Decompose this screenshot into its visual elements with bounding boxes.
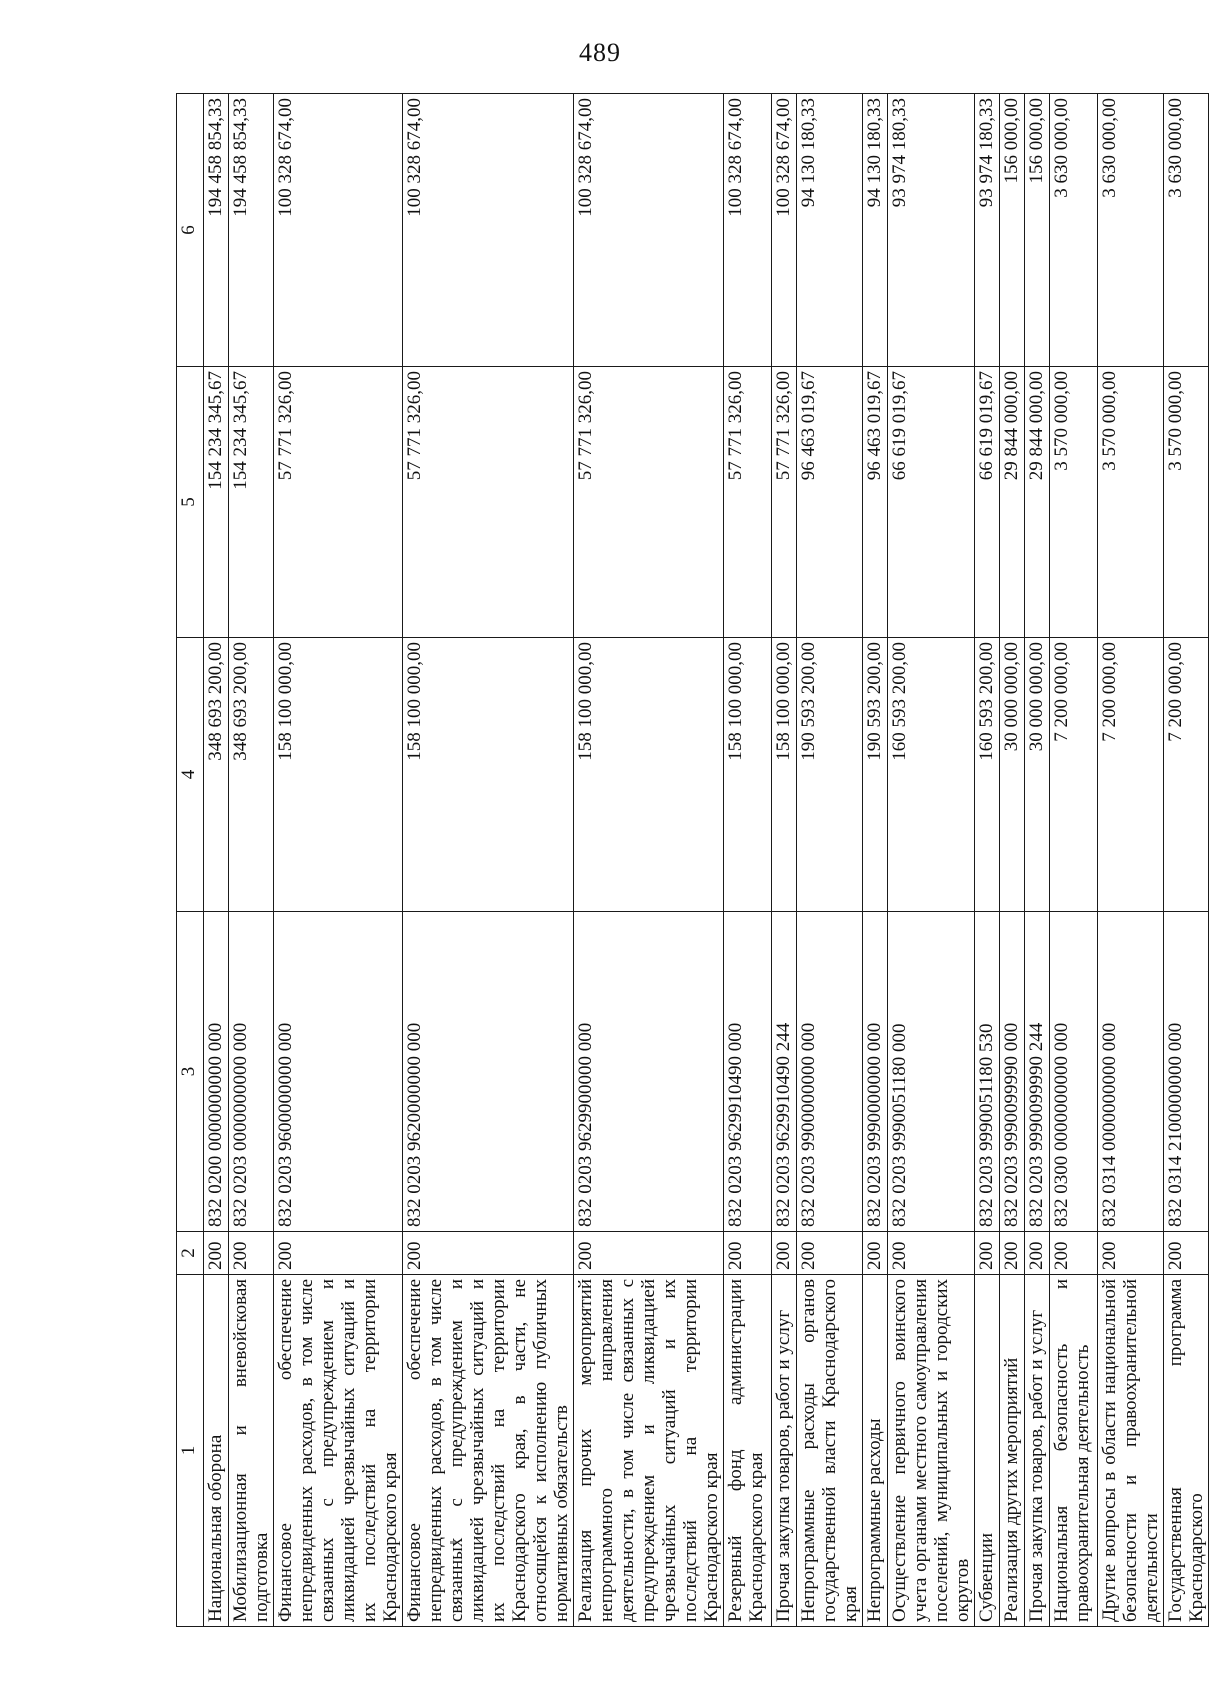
row-amount-cell: 3 570 000,00 xyxy=(1050,367,1098,638)
row-amount-cell: 190 593 200,00 xyxy=(797,638,863,912)
row-amount-cell: 190 593 200,00 xyxy=(863,638,888,912)
table-row xyxy=(724,94,772,1627)
row-amount-cell: 57 771 326,00 xyxy=(772,367,797,638)
row-code-cell: 200 xyxy=(772,1232,797,1275)
table-row xyxy=(1098,94,1164,1627)
row-amount-cell: 3 630 000,00 xyxy=(1050,94,1098,367)
row-classifier-cell: 832 0203 9990000000 000 xyxy=(863,912,888,1232)
row-amount-cell: 57 771 326,00 xyxy=(274,367,403,638)
row-amount-cell: 100 328 674,00 xyxy=(772,94,797,367)
row-code-cell: 200 xyxy=(724,1232,772,1275)
header-cell: 3 xyxy=(177,912,204,1232)
row-classifier-cell: 832 0300 0000000000 000 xyxy=(1050,912,1098,1232)
row-classifier-cell: 832 0314 0000000000 000 xyxy=(1098,912,1164,1232)
table-row xyxy=(797,94,863,1627)
row-amount-cell: 194 458 854,33 xyxy=(204,94,229,367)
table-row xyxy=(772,94,797,1627)
row-amount-cell: 7 200 000,00 xyxy=(1164,638,1209,912)
row-code-cell: 200 xyxy=(1164,1232,1209,1275)
header-cell: 6 xyxy=(177,94,204,367)
row-classifier-cell: 832 0203 9629900000 000 xyxy=(574,912,724,1232)
row-amount-cell: 154 234 345,67 xyxy=(204,367,229,638)
table-header-row xyxy=(177,94,204,1627)
row-amount-cell: 160 593 200,00 xyxy=(888,638,975,912)
header-cell: 5 xyxy=(177,367,204,638)
header-cell: 1 xyxy=(177,1275,204,1627)
table-row xyxy=(1000,94,1025,1627)
table-row xyxy=(204,94,229,1627)
row-amount-cell: 66 619 019,67 xyxy=(975,367,1000,638)
row-amount-cell: 30 000 000,00 xyxy=(1025,638,1050,912)
row-code-cell: 200 xyxy=(888,1232,975,1275)
row-amount-cell: 94 130 180,33 xyxy=(797,94,863,367)
row-classifier-cell: 832 0203 9990099990 000 xyxy=(1000,912,1025,1232)
table-row xyxy=(888,94,975,1627)
row-amount-cell: 194 458 854,33 xyxy=(229,94,274,367)
row-amount-cell: 94 130 180,33 xyxy=(863,94,888,367)
row-classifier-cell: 832 0203 0000000000 000 xyxy=(229,912,274,1232)
table-row xyxy=(229,94,274,1627)
row-amount-cell: 3 570 000,00 xyxy=(1098,367,1164,638)
row-amount-cell: 348 693 200,00 xyxy=(229,638,274,912)
row-name-cell: Резервный фонд администрации Краснодарского края xyxy=(724,1275,772,1627)
row-code-cell: 200 xyxy=(204,1232,229,1275)
row-name-cell: Непрограммные расходы xyxy=(863,1275,888,1627)
row-amount-cell: 93 974 180,33 xyxy=(975,94,1000,367)
row-amount-cell: 96 463 019,67 xyxy=(863,367,888,638)
row-classifier-cell: 832 0203 9629910490 000 xyxy=(724,912,772,1232)
row-name-cell: Финансовое обеспечение непредвиденных расходов, в том числе связанных с предупреждением и ликвидацией чрезвычайных ситуаций и их последствий на территории Краснодарского края xyxy=(274,1275,403,1627)
row-amount-cell: 96 463 019,67 xyxy=(797,367,863,638)
row-classifier-cell: 832 0203 9629910490 244 xyxy=(772,912,797,1232)
row-code-cell: 200 xyxy=(863,1232,888,1275)
header-cell: 4 xyxy=(177,638,204,912)
rotated-table-wrapper xyxy=(176,94,1207,1627)
row-amount-cell: 30 000 000,00 xyxy=(1000,638,1025,912)
row-code-cell: 200 xyxy=(274,1232,403,1275)
row-amount-cell: 3 630 000,00 xyxy=(1098,94,1164,367)
row-name-cell: Реализация прочих мероприятий непрограммного направления деятельности, в том числе связанных с предупреждением и ликвидацией чрезвычайных ситуаций и их последствий на территории Краснодарского края xyxy=(574,1275,724,1627)
row-amount-cell: 158 100 000,00 xyxy=(772,638,797,912)
row-amount-cell: 158 100 000,00 xyxy=(274,638,403,912)
table-row xyxy=(403,94,574,1627)
row-code-cell: 200 xyxy=(1000,1232,1025,1275)
row-amount-cell: 100 328 674,00 xyxy=(403,94,574,367)
row-amount-cell: 57 771 326,00 xyxy=(574,367,724,638)
table-row xyxy=(1025,94,1050,1627)
table-row xyxy=(1164,94,1209,1627)
row-amount-cell: 7 200 000,00 xyxy=(1098,638,1164,912)
table-row xyxy=(975,94,1000,1627)
row-name-cell: Мобилизационная и вневойсковая подготовка xyxy=(229,1275,274,1627)
row-name-cell: Другие вопросы в области национальной безопасности и правоохранительной деятельности xyxy=(1098,1275,1164,1627)
table-row xyxy=(274,94,403,1627)
row-amount-cell: 160 593 200,00 xyxy=(975,638,1000,912)
row-classifier-cell: 832 0200 0000000000 000 xyxy=(204,912,229,1232)
table-row xyxy=(574,94,724,1627)
row-amount-cell: 100 328 674,00 xyxy=(574,94,724,367)
row-amount-cell: 7 200 000,00 xyxy=(1050,638,1098,912)
row-amount-cell: 29 844 000,00 xyxy=(1025,367,1050,638)
row-name-cell: Государственная программа Краснодарского xyxy=(1164,1275,1209,1627)
row-amount-cell: 93 974 180,33 xyxy=(888,94,975,367)
row-name-cell: Осуществление первичного воинского учета органами местного самоуправления поселений, муниципальных и городских округов xyxy=(888,1275,975,1627)
row-amount-cell: 29 844 000,00 xyxy=(1000,367,1025,638)
row-code-cell: 200 xyxy=(403,1232,574,1275)
budget-table xyxy=(176,93,1209,1627)
row-amount-cell: 158 100 000,00 xyxy=(724,638,772,912)
row-amount-cell: 156 000,00 xyxy=(1025,94,1050,367)
row-code-cell: 200 xyxy=(975,1232,1000,1275)
row-classifier-cell: 832 0203 9600000000 000 xyxy=(274,912,403,1232)
row-name-cell: Прочая закупка товаров, работ и услуг xyxy=(1025,1275,1050,1627)
row-amount-cell: 158 100 000,00 xyxy=(403,638,574,912)
row-name-cell: Финансовое обеспечение непредвиденных расходов, в том числе связанных с предупреждением и ликвидацией чрезвычайных ситуаций и их последствий на территории Краснодарского края, в части, не относящейся к исполнению публичных нормативных обязательств xyxy=(403,1275,574,1627)
row-amount-cell: 100 328 674,00 xyxy=(724,94,772,367)
row-code-cell: 200 xyxy=(1025,1232,1050,1275)
row-amount-cell: 154 234 345,67 xyxy=(229,367,274,638)
row-amount-cell: 156 000,00 xyxy=(1000,94,1025,367)
row-classifier-cell: 832 0203 9990051180 000 xyxy=(888,912,975,1232)
row-code-cell: 200 xyxy=(1098,1232,1164,1275)
row-amount-cell: 158 100 000,00 xyxy=(574,638,724,912)
row-amount-cell: 100 328 674,00 xyxy=(274,94,403,367)
row-code-cell: 200 xyxy=(574,1232,724,1275)
row-amount-cell: 348 693 200,00 xyxy=(204,638,229,912)
header-cell: 2 xyxy=(177,1232,204,1275)
row-classifier-cell: 832 0203 9900000000 000 xyxy=(797,912,863,1232)
row-name-cell: Реализация других мероприятий xyxy=(1000,1275,1025,1627)
row-name-cell: Прочая закупка товаров, работ и услуг xyxy=(772,1275,797,1627)
row-amount-cell: 66 619 019,67 xyxy=(888,367,975,638)
row-code-cell: 200 xyxy=(229,1232,274,1275)
row-classifier-cell: 832 0203 9620000000 000 xyxy=(403,912,574,1232)
row-name-cell: Непрограммные расходы органов государственной власти Краснодарского края xyxy=(797,1275,863,1627)
row-classifier-cell: 832 0203 9990099990 244 xyxy=(1025,912,1050,1232)
row-amount-cell: 3 630 000,00 xyxy=(1164,94,1209,367)
page-number: 489 xyxy=(579,38,621,67)
row-classifier-cell: 832 0314 2100000000 000 xyxy=(1164,912,1209,1232)
row-classifier-cell: 832 0203 9990051180 530 xyxy=(975,912,1000,1232)
row-name-cell: Национальная оборона xyxy=(204,1275,229,1627)
table-row xyxy=(863,94,888,1627)
table-row xyxy=(1050,94,1098,1627)
row-code-cell: 200 xyxy=(1050,1232,1098,1275)
row-name-cell: Национальная безопасность и правоохранительная деятельность xyxy=(1050,1275,1098,1627)
row-name-cell: Субвенции xyxy=(975,1275,1000,1627)
row-amount-cell: 3 570 000,00 xyxy=(1164,367,1209,638)
row-amount-cell: 57 771 326,00 xyxy=(724,367,772,638)
row-code-cell: 200 xyxy=(797,1232,863,1275)
row-amount-cell: 57 771 326,00 xyxy=(403,367,574,638)
